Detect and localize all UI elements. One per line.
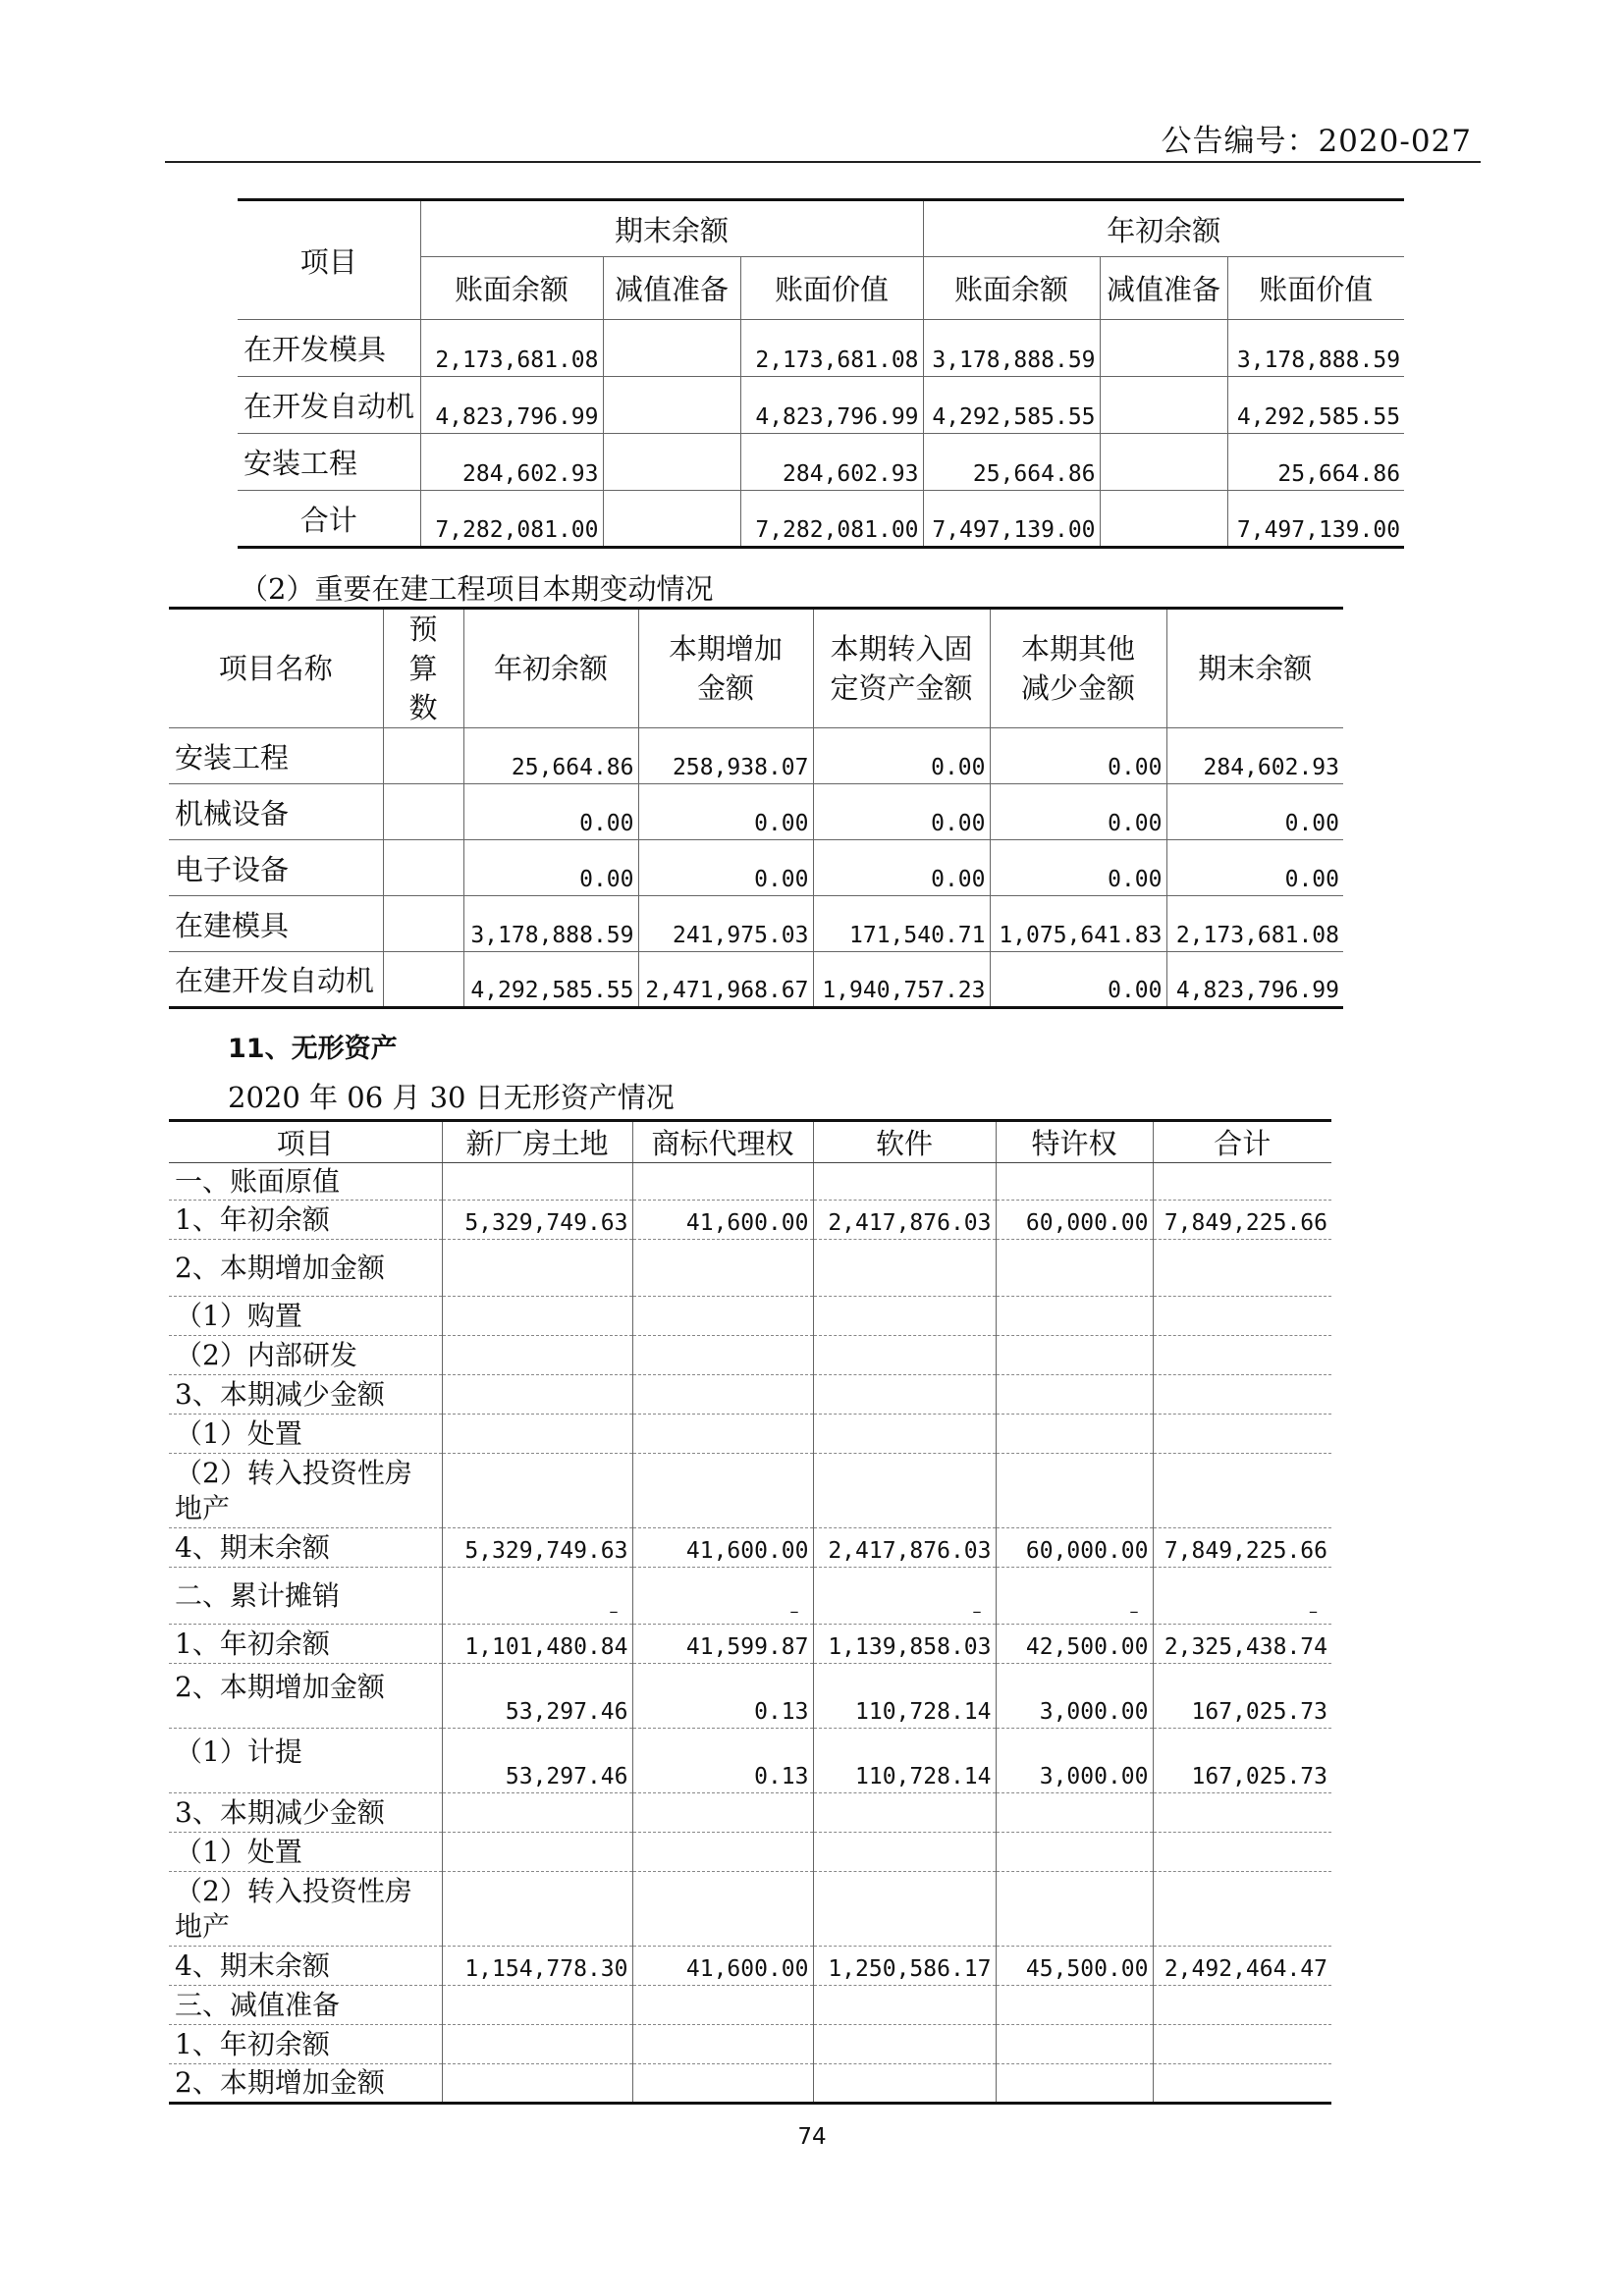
cell: 41,599.87 [632,1625,813,1664]
cell [442,1793,632,1833]
cell [442,1297,632,1336]
cell [632,1793,813,1833]
cell [442,1240,632,1297]
cell: – [996,1568,1153,1625]
row-label: （1）处置 [169,1415,442,1454]
cell: 7,849,225.66 [1153,1528,1331,1568]
cell [632,2025,813,2064]
table-row [169,1872,1331,1947]
cell [442,1833,632,1872]
table-row [169,1986,1331,2025]
cell: 4,292,585.55 [463,952,638,1008]
row-label: 一、账面原值 [169,1163,442,1201]
cell [996,1375,1153,1415]
cell: 1,139,858.03 [813,1625,996,1664]
cell: 3,178,888.59 [1227,320,1404,377]
cell [813,1986,996,2025]
cell: 1,101,480.84 [442,1625,632,1664]
cell [813,1793,996,1833]
cell [1153,1297,1331,1336]
cell [1100,320,1227,377]
cell [383,840,463,896]
cell [996,1872,1153,1947]
subheader: 账面余额 [420,257,603,320]
cell [442,1163,632,1201]
construction-changes-table [169,607,1343,1009]
cell [632,2064,813,2104]
intangible-assets-table [169,1119,1331,2105]
header-cell: 本期增加金额 [638,609,813,728]
cell: 4,292,585.55 [1227,377,1404,434]
section-subtitle: 2020 年 06 月 30 日无形资产情况 [228,1081,675,1114]
cell [442,1986,632,2025]
cell: 60,000.00 [996,1528,1153,1568]
table-row [169,1625,1331,1664]
cell [442,1415,632,1454]
header-cell: 本期其他减少金额 [990,609,1166,728]
table-row [238,377,1404,434]
cell: 7,282,081.00 [740,491,923,548]
table-row [169,1729,1331,1793]
table-row [169,952,1343,1008]
cell: 110,728.14 [813,1729,996,1793]
cell: 167,025.73 [1153,1729,1331,1793]
cell [603,491,740,548]
cell: 0.00 [1166,784,1343,840]
cell [632,1297,813,1336]
cell [813,1375,996,1415]
cell [632,1454,813,1528]
cell: 0.13 [632,1729,813,1793]
cell: 0.00 [990,952,1166,1008]
cell: 3,000.00 [996,1729,1153,1793]
table-row [169,1528,1331,1568]
cell: 45,500.00 [996,1947,1153,1986]
cell: 7,497,139.00 [923,491,1100,548]
announcement-number: 公告编号：2020-027 [1161,124,1472,159]
cell: 284,602.93 [420,434,603,491]
cell: 5,329,749.63 [442,1201,632,1240]
table-row [169,2064,1331,2104]
row-label: 二、累计摊销 [169,1568,442,1625]
cell [1153,1986,1331,2025]
cell [813,1240,996,1297]
section-title: （2）重要在建工程项目本期变动情况 [240,572,714,606]
row-label: 2、本期增加金额 [169,2064,442,2104]
table-row [169,2025,1331,2064]
cell [1153,1336,1331,1375]
cell: 4,823,796.99 [1166,952,1343,1008]
cell: – [1153,1568,1331,1625]
cell [1153,1872,1331,1947]
cell [1153,1163,1331,1201]
cell [442,1454,632,1528]
cell: 2,325,438.74 [1153,1625,1331,1664]
header-cell: 软件 [813,1121,996,1163]
cell: 2,492,464.47 [1153,1947,1331,1986]
cell [996,2064,1153,2104]
cell: 4,823,796.99 [740,377,923,434]
cell: 0.00 [463,840,638,896]
row-label: 在开发自动机 [238,377,420,434]
cell [813,1297,996,1336]
cell: 258,938.07 [638,728,813,784]
header-rule [165,161,1481,163]
table-row [169,784,1343,840]
cell [383,952,463,1008]
cell: 1,940,757.23 [813,952,990,1008]
header-cell: 项目名称 [169,609,383,728]
table-row [169,1793,1331,1833]
cell [603,320,740,377]
table-row [169,1454,1331,1528]
table-row [169,1664,1331,1729]
cell: 5,329,749.63 [442,1528,632,1568]
row-label: 1、年初余额 [169,2025,442,2064]
cell [1100,377,1227,434]
row-label: 合计 [238,491,420,548]
header-cell: 合计 [1153,1121,1331,1163]
cell: 0.00 [463,784,638,840]
cell: – [632,1568,813,1625]
cell [996,1415,1153,1454]
cell: 41,600.00 [632,1528,813,1568]
subheader: 账面价值 [740,257,923,320]
row-label: 在建模具 [169,896,383,952]
cell: 241,975.03 [638,896,813,952]
cell: 42,500.00 [996,1625,1153,1664]
table-row [169,728,1343,784]
cell: 171,540.71 [813,896,990,952]
cell: 0.00 [813,840,990,896]
cell [996,1793,1153,1833]
header-cell: 预算数 [383,609,463,728]
cell [632,1833,813,1872]
cell: 0.00 [638,784,813,840]
cell [632,1240,813,1297]
cell: 1,250,586.17 [813,1947,996,1986]
cell [442,1872,632,1947]
table-row [169,1297,1331,1336]
table-row [169,1201,1331,1240]
cell [1153,1415,1331,1454]
cell: 4,292,585.55 [923,377,1100,434]
cell [1153,2064,1331,2104]
row-label: 3、本期减少金额 [169,1793,442,1833]
page-number: 74 [797,2124,827,2150]
table-row [169,1163,1331,1201]
cell: 3,178,888.59 [463,896,638,952]
cell: 284,602.93 [740,434,923,491]
row-label: 3、本期减少金额 [169,1375,442,1415]
cell [442,2064,632,2104]
cell [996,1454,1153,1528]
table-row-total [238,491,1404,548]
header-cell: 新厂房土地 [442,1121,632,1163]
cell [632,1415,813,1454]
cell: 25,664.86 [923,434,1100,491]
cell: – [442,1568,632,1625]
cell [1153,1793,1331,1833]
cell [383,784,463,840]
cell [813,1872,996,1947]
table-row [169,1415,1331,1454]
table-row [238,434,1404,491]
row-label: 三、减值准备 [169,1986,442,2025]
cell [442,2025,632,2064]
subheader: 账面价值 [1227,257,1404,320]
subheader: 减值准备 [1100,257,1227,320]
cell: 25,664.86 [463,728,638,784]
cell: 7,849,225.66 [1153,1201,1331,1240]
cell [813,2025,996,2064]
cell [632,1163,813,1201]
cell [813,1336,996,1375]
cell [996,1163,1153,1201]
cell: 7,497,139.00 [1227,491,1404,548]
cell: 2,173,681.08 [1166,896,1343,952]
cell [1100,434,1227,491]
subheader: 减值准备 [603,257,740,320]
cell [1153,1240,1331,1297]
cell [813,1163,996,1201]
cell: 3,178,888.59 [923,320,1100,377]
cell [1153,1454,1331,1528]
construction-balance-table [238,198,1404,549]
cell: 0.00 [990,840,1166,896]
cell [996,1240,1153,1297]
row-label: 2、本期增加金额 [169,1664,442,1729]
cell: 3,000.00 [996,1664,1153,1729]
table-row [169,896,1343,952]
cell: 0.00 [638,840,813,896]
header-cell: 本期转入固定资产金额 [813,609,990,728]
cell: 2,417,876.03 [813,1201,996,1240]
cell: 167,025.73 [1153,1664,1331,1729]
cell: 284,602.93 [1166,728,1343,784]
cell: 0.00 [813,784,990,840]
cell [813,1415,996,1454]
cell [996,2025,1153,2064]
cell [442,1375,632,1415]
row-label: （1）计提 [169,1729,442,1793]
cell [632,1986,813,2025]
cell: 53,297.46 [442,1664,632,1729]
cell [1100,491,1227,548]
row-label: 机械设备 [169,784,383,840]
cell [996,1336,1153,1375]
cell [383,896,463,952]
cell [1153,1833,1331,1872]
row-label: （1）购置 [169,1297,442,1336]
cell: 2,417,876.03 [813,1528,996,1568]
section-heading: 11、无形资产 [228,1034,398,1064]
row-label: （1）处置 [169,1833,442,1872]
cell [996,1986,1153,2025]
cell: 0.00 [1166,840,1343,896]
cell [603,377,740,434]
table-row [169,1240,1331,1297]
cell [813,2064,996,2104]
cell: – [813,1568,996,1625]
table-row [169,1947,1331,1986]
cell [996,1833,1153,1872]
row-label: 2、本期增加金额 [169,1240,442,1297]
cell: 2,173,681.08 [740,320,923,377]
cell: 7,282,081.00 [420,491,603,548]
header-period-end: 期末余额 [420,200,923,257]
row-label: 电子设备 [169,840,383,896]
subheader: 账面余额 [923,257,1100,320]
cell: 41,600.00 [632,1201,813,1240]
cell: 2,471,968.67 [638,952,813,1008]
row-label: 在建开发自动机 [169,952,383,1008]
row-label: 1、年初余额 [169,1625,442,1664]
table-row [238,320,1404,377]
table-row [169,1336,1331,1375]
row-label: 4、期末余额 [169,1947,442,1986]
table-row [169,1568,1331,1625]
row-label: 安装工程 [238,434,420,491]
cell [442,1336,632,1375]
cell [813,1454,996,1528]
header-year-begin: 年初余额 [923,200,1404,257]
cell [603,434,740,491]
header-item: 项目 [238,200,420,320]
row-label: （2）转入投资性房地产 [169,1454,442,1528]
cell: 60,000.00 [996,1201,1153,1240]
cell: 110,728.14 [813,1664,996,1729]
header-cell: 期末余额 [1166,609,1343,728]
cell: 1,154,778.30 [442,1947,632,1986]
cell: 0.00 [990,728,1166,784]
header-cell: 商标代理权 [632,1121,813,1163]
cell: 41,600.00 [632,1947,813,1986]
row-label: （2）内部研发 [169,1336,442,1375]
header-cell: 年初余额 [463,609,638,728]
cell: 25,664.86 [1227,434,1404,491]
cell: 1,075,641.83 [990,896,1166,952]
cell [632,1375,813,1415]
table-row [169,1375,1331,1415]
cell [813,1833,996,1872]
cell: 53,297.46 [442,1729,632,1793]
row-label: 4、期末余额 [169,1528,442,1568]
header-cell: 特许权 [996,1121,1153,1163]
cell [383,728,463,784]
row-label: 1、年初余额 [169,1201,442,1240]
cell [1153,2025,1331,2064]
cell: 0.00 [813,728,990,784]
cell [632,1336,813,1375]
header-cell: 项目 [169,1121,442,1163]
row-label: 在开发模具 [238,320,420,377]
cell [1153,1375,1331,1415]
cell: 0.13 [632,1664,813,1729]
cell [996,1297,1153,1336]
row-label: （2）转入投资性房地产 [169,1872,442,1947]
row-label: 安装工程 [169,728,383,784]
cell: 0.00 [990,784,1166,840]
table-row [169,840,1343,896]
cell [632,1872,813,1947]
table-row [169,1833,1331,1872]
cell: 2,173,681.08 [420,320,603,377]
cell: 4,823,796.99 [420,377,603,434]
